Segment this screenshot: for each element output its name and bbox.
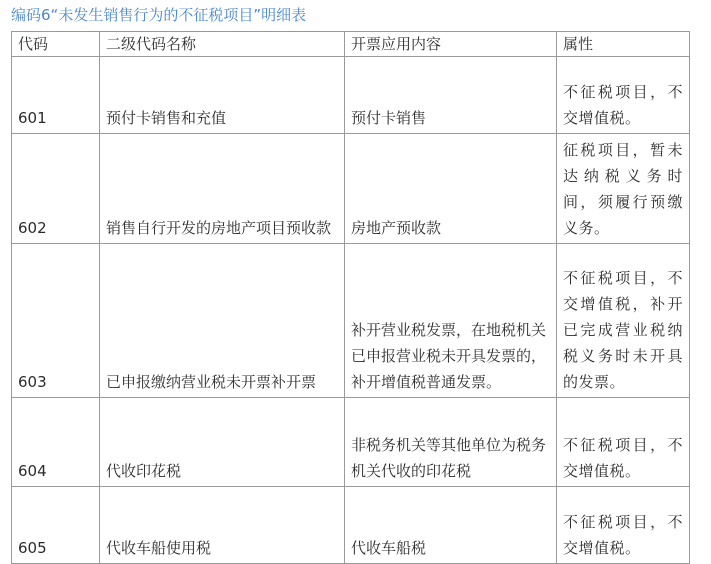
cell-code: 604 (12, 398, 100, 487)
cell-content: 代收车船税 (345, 487, 557, 564)
cell-attribute: 不征税项目，不交增值税，补开已完成营业税纳税义务时未开具的发票。 (557, 244, 690, 398)
cell-content: 补开营业税发票，在地税机关已申报营业税未开具发票的，补开增值税普通发票。 (345, 244, 557, 398)
header-attribute: 属性 (557, 32, 690, 57)
header-code: 代码 (12, 32, 100, 57)
cell-attribute: 不征税项目，不交增值税。 (557, 487, 690, 564)
cell-name: 已申报缴纳营业税未开票补开票 (100, 244, 345, 398)
header-name: 二级代码名称 (100, 32, 345, 57)
cell-name: 代收车船使用税 (100, 487, 345, 564)
detail-table (11, 31, 690, 564)
table-row (12, 244, 690, 398)
table-caption: 编码6“未发生销售行为的不征税项目”明细表 (11, 6, 307, 24)
table-row (12, 487, 690, 564)
cell-attribute: 不征税项目，不交增值税。 (557, 57, 690, 134)
cell-code: 605 (12, 487, 100, 564)
table-row (12, 134, 690, 244)
table-row (12, 57, 690, 134)
table-row (12, 398, 690, 487)
cell-code: 602 (12, 134, 100, 244)
cell-code: 603 (12, 244, 100, 398)
cell-attribute: 不征税项目，不交增值税。 (557, 398, 690, 487)
cell-code: 601 (12, 57, 100, 134)
header-content: 开票应用内容 (345, 32, 557, 57)
cell-content: 预付卡销售 (345, 57, 557, 134)
cell-content: 非税务机关等其他单位为税务机关代收的印花税 (345, 398, 557, 487)
cell-attribute: 征税项目，暂未达纳税义务时间，须履行预缴义务。 (557, 134, 690, 244)
cell-name: 预付卡销售和充值 (100, 57, 345, 134)
cell-name: 代收印花税 (100, 398, 345, 487)
cell-name: 销售自行开发的房地产项目预收款 (100, 134, 345, 244)
cell-content: 房地产预收款 (345, 134, 557, 244)
table-header-row (12, 32, 690, 57)
